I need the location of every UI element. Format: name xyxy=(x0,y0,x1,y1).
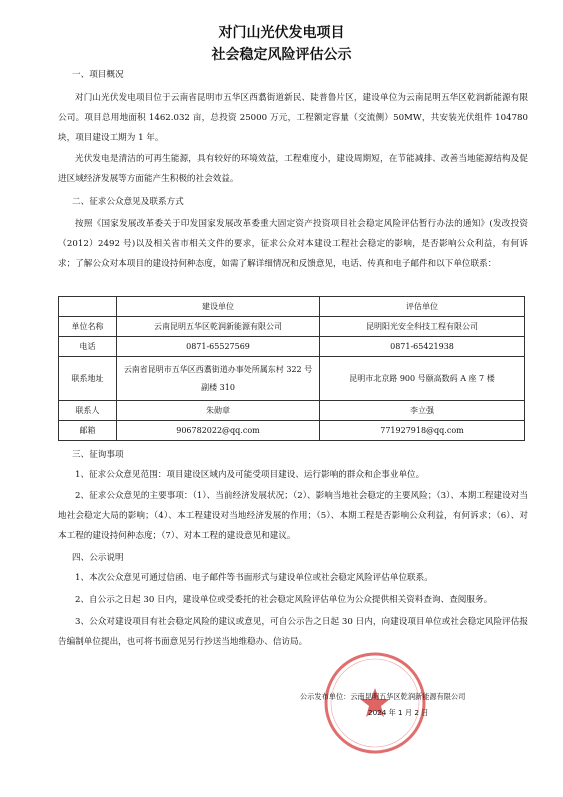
table-row xyxy=(59,317,525,337)
section-4-paragraph-1: 1、本次公众意见可通过信函、电子邮件等书面形式与建设单位或社会稳定风险评估单位联系。 xyxy=(75,573,433,583)
table-cell: 邮箱 xyxy=(59,421,117,441)
table-cell: 0871-65421938 xyxy=(320,337,525,357)
section-4-paragraph-3: 3、公众对建设项目有社会稳定风险的建议或意见，可自公示告之日起 30 日内，向建设项目单位或社会稳定风险评估报告编制单位提出，也可将书面意见另行抄送当地维稳办、信访局。 xyxy=(58,617,528,647)
table-cell: 李立强 xyxy=(320,401,525,421)
publisher-signature xyxy=(300,692,465,702)
section-1-paragraph-2: 光伏发电是清洁的可再生能源，具有较好的环境效益，工程难度小，建设周期短，在节能减排、改善当地能源结构及促进区域经济发展等方面能产生积极的社会效益。 xyxy=(58,154,528,184)
document-title-line1: 对门山光伏发电项目 xyxy=(218,25,345,41)
table-cell: 单位名称 xyxy=(59,317,117,337)
document-title-line2: 社会稳定风险评估公示 xyxy=(211,47,352,63)
section-4-paragraph-2: 2、自公示之日起 30 日内，建设单位或受委托的社会稳定风险评估单位为公众提供相关资料查询、查阅服务。 xyxy=(75,595,493,605)
table-row xyxy=(59,357,525,401)
table-header-cell: 建设单位 xyxy=(117,297,320,317)
section-1-heading: 一、项目概况 xyxy=(72,70,124,80)
table-cell: 电话 xyxy=(59,337,117,357)
table-header-row xyxy=(59,297,525,317)
section-4-heading: 四、公示说明 xyxy=(72,553,124,563)
table-row xyxy=(59,337,525,357)
table-cell: 联系地址 xyxy=(59,357,117,401)
publish-date: 2024 年 1 月 2 日 xyxy=(368,708,429,717)
table-cell: 906782022@qq.com xyxy=(117,421,320,441)
publisher-label: 公示发布单位： xyxy=(300,692,351,701)
table-row xyxy=(59,421,525,441)
table-cell: 昆明阳光安全科技工程有限公司 xyxy=(320,317,525,337)
contact-table xyxy=(58,296,525,441)
official-seal xyxy=(322,650,428,756)
section-2-paragraph-1: 按照《国家发展改革委关于印发国家发展改革委重大固定资产投资项目社会稳定风险评估暂行办法的通知》(发改投资（2012）2492 号)以及相关省市相关文件的要求，征求公众对本建设工程社会稳定的影响，是否影响公众利益，有何诉求；了解公众对本项目的建设持何种态度，如需了解详细情况和反馈意见，电话、传真和电子邮件和以下单位联系： xyxy=(58,219,528,269)
table-cell: 771927918@qq.com xyxy=(320,421,525,441)
table-cell: 云南昆明五华区乾润新能源有限公司 xyxy=(117,317,320,337)
section-2-heading: 二、征求公众意见及联系方式 xyxy=(72,197,184,207)
table-cell: 0871-65527569 xyxy=(117,337,320,357)
section-1-paragraph-1: 对门山光伏发电项目位于云南省昆明市五华区西翥街道新民、陡普鲁片区，建设单位为云南昆明五华区乾润新能源有限公司。项目总用地面积 1462.032 亩，总投资 25000 万元，工程额定容量（交流侧）50MW，共安装光伏组件 104780 块，项目建设工期为 1 年。 xyxy=(58,93,528,143)
publisher-name: 云南昆明五华区乾润新能源有限公司 xyxy=(350,692,466,701)
table-header-cell: 评估单位 xyxy=(320,297,525,317)
table-cell: 云南省昆明市五华区西翥街道办事处所属东村 322 号副楼 310 xyxy=(117,357,320,401)
section-3-paragraph-2: 2、征求公众意见的主要事项：（1）、当前经济发展状况；（2）、影响当地社会稳定的主要风险；（3）、本期工程建设对当地社会稳定大局的影响；（4）、本工程建设对当地经济发展的作用；（5）、本期工程是否影响公众利益，有何诉求；（6）、对本工程的建设持何种态度；（7）、对本工程的建设意见和建议。 xyxy=(58,491,528,541)
table-cell: 朱勋章 xyxy=(117,401,320,421)
table-row xyxy=(59,401,525,421)
table-header-cell xyxy=(59,297,117,317)
table-cell: 昆明市北京路 900 号颐高数码 A 座 7 楼 xyxy=(320,357,525,401)
section-3-heading: 三、征询事项 xyxy=(72,450,124,460)
section-3-paragraph-1: 1、征求公众意见范围：项目建设区域内及可能受项目建设、运行影响的群众和企事业单位。 xyxy=(75,470,425,480)
table-cell: 联系人 xyxy=(59,401,117,421)
